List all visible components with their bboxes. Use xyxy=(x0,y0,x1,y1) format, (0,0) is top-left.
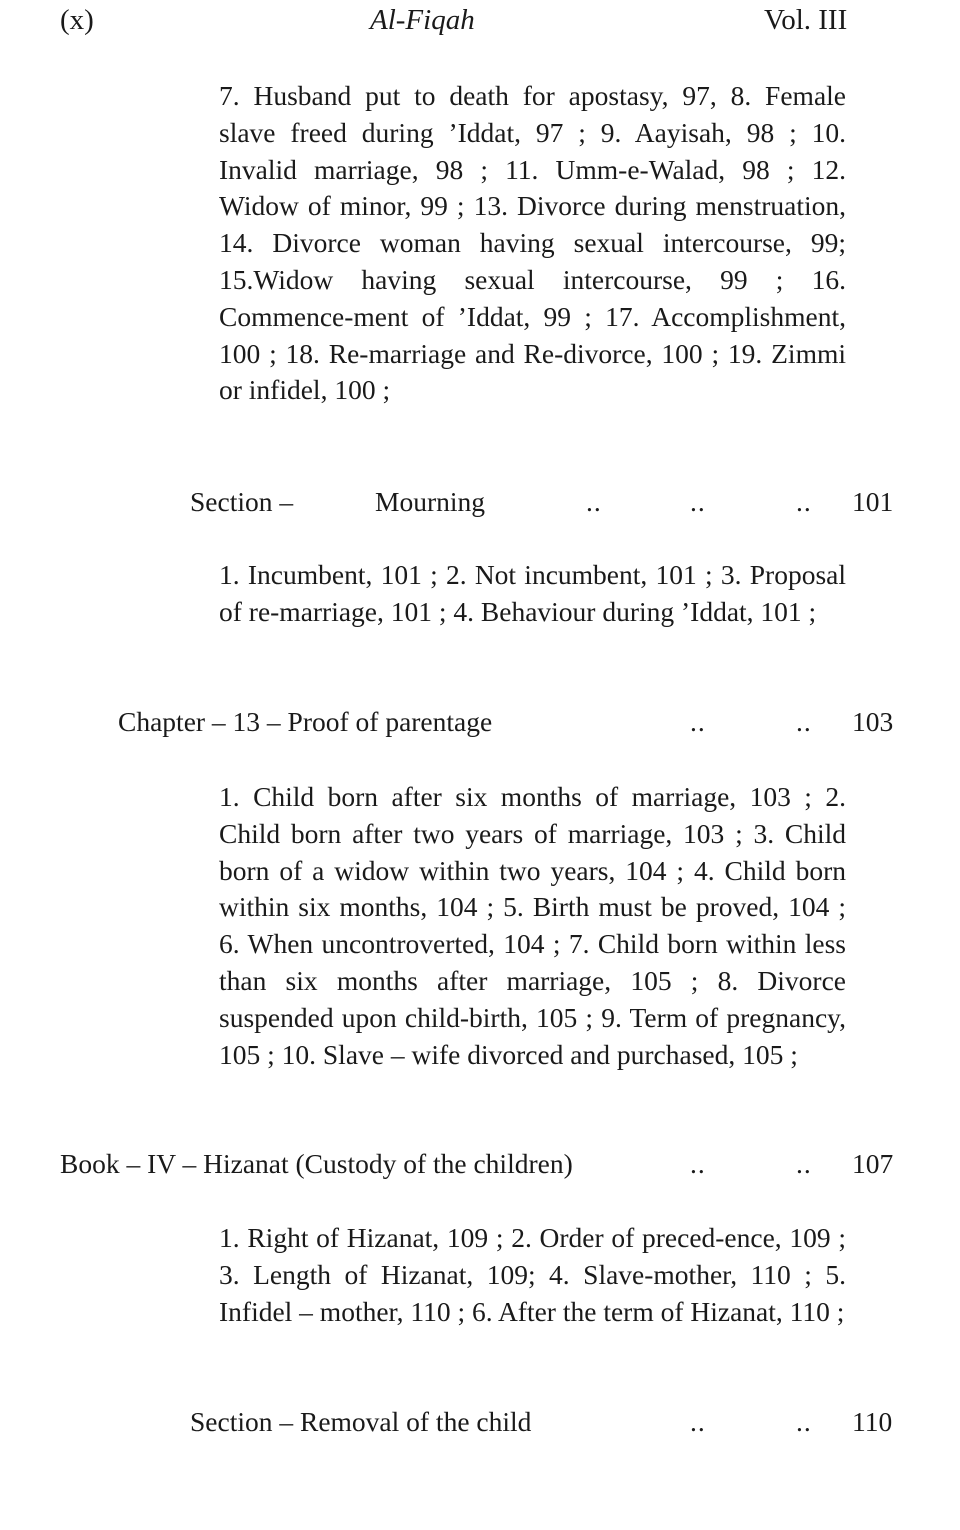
toc-entry-label: Section – xyxy=(190,486,294,517)
toc-page-number: 101 xyxy=(852,486,894,517)
toc-entry-label: Section – Removal of the child xyxy=(190,1406,532,1437)
toc-entry-title: Mourning xyxy=(375,486,485,517)
toc-leader-dots: .. xyxy=(796,1406,812,1437)
toc-subentries-iddat: 7. Husband put to death for apostasy, 97, 8. Female slave freed during ’Iddat, 97 ; 9. Aayisah, 98 ; 10. Invalid marriage, 98 ; 11. Umm-e-Walad, 98 ; 12. Widow of minor, 99 ; 13. Divorce during menstruation, 14. Divorce woman having sexual intercourse, 99; 15.Widow having sexual intercourse, 99 ; 16. Commence-ment of ’Iddat, 99 ; 17. Accomplishment, 100 ; 18. Re-marriage and Re-divorce, 100 ; 19. Zimmi or infidel, 100 ; xyxy=(219,80,846,406)
toc-leader-dots: .. xyxy=(586,486,602,517)
toc-subentries-mourning: 1. Incumbent, 101 ; 2. Not incumbent, 101 ; 3. Proposal of re-marriage, 101 ; 4. Behaviour during ’Iddat, 101 ; xyxy=(219,559,846,627)
toc-entry-chapter-13 xyxy=(0,704,960,744)
toc-leader-dots: .. xyxy=(796,1148,812,1179)
toc-subentries-parentage: 1. Child born after six months of marriage, 103 ; 2. Child born after two years of marriage, 103 ; 3. Child born of a widow within two years, 104 ; 4. Child born within six months, 104 ; 5. Birth must be proved, 104 ; 6. When uncontroverted, 104 ; 7. Child born within less than six months after marriage, 105 ; 8. Divorce suspended upon child-birth, 105 ; 9. Term of pregnancy, 105 ; 10. Slave – wife divorced and purchased, 105 ; xyxy=(219,781,846,1070)
toc-subentries-hizanat: 1. Right of Hizanat, 109 ; 2. Order of preced-ence, 109 ; 3. Length of Hizanat, 109; 4. Slave-mother, 110 ; 5. Infidel – mother, 110 ; 6. After the term of Hizanat, 110 ; xyxy=(219,1222,846,1327)
toc-entry-label: Chapter – 13 – Proof of parentage xyxy=(118,706,493,737)
toc-page-number: 110 xyxy=(852,1406,893,1437)
book-title: Al-Fiqah xyxy=(370,4,475,36)
toc-leader-dots: .. xyxy=(690,1406,706,1437)
toc-page-number: 107 xyxy=(852,1148,894,1179)
toc-entry-section-mourning xyxy=(0,484,960,524)
page-number-roman: (x) xyxy=(60,4,94,36)
toc-entry-book-iv xyxy=(0,1146,960,1186)
toc-page-number: 103 xyxy=(852,706,894,737)
toc-leader-dots: .. xyxy=(796,486,812,517)
toc-leader-dots: .. xyxy=(796,706,812,737)
toc-entry-label: Book – IV – Hizanat (Custody of the children) xyxy=(60,1148,573,1179)
toc-leader-dots: .. xyxy=(690,1148,706,1179)
toc-entry-section-removal xyxy=(0,1404,960,1444)
page-header xyxy=(0,4,960,44)
toc-leader-dots: .. xyxy=(690,486,706,517)
toc-leader-dots: .. xyxy=(690,706,706,737)
volume-label: Vol. III xyxy=(764,4,848,36)
